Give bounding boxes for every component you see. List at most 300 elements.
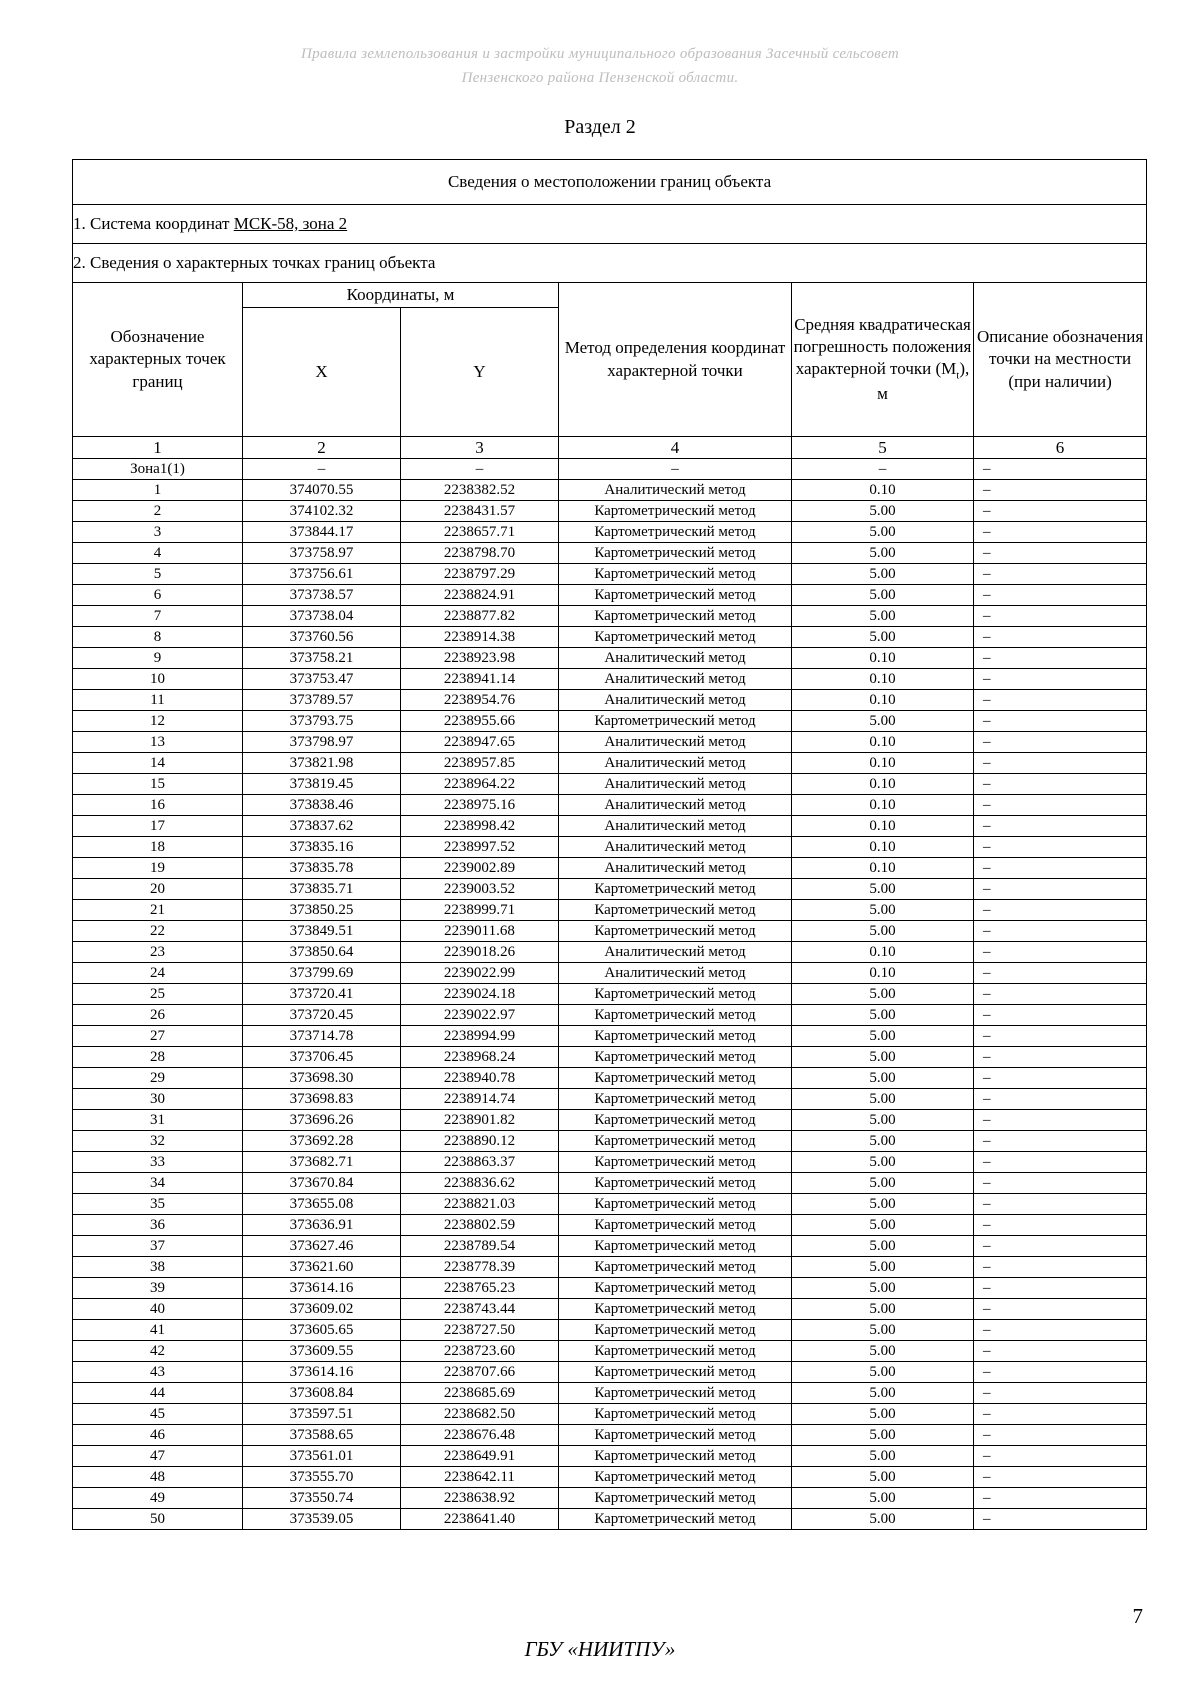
cell-coord-y: 2238994.99 bbox=[401, 1026, 559, 1047]
cell-coord-x: 373706.45 bbox=[243, 1047, 401, 1068]
cell-coord-y: 2238957.85 bbox=[401, 753, 559, 774]
col-number-2: 2 bbox=[243, 437, 401, 459]
cell-point-id: 44 bbox=[73, 1383, 243, 1404]
cell-error: 5.00 bbox=[792, 1320, 974, 1341]
cell-method: Аналитический метод bbox=[559, 690, 792, 711]
cell-coord-x: 373698.83 bbox=[243, 1089, 401, 1110]
cell-desc: – bbox=[974, 1089, 1147, 1110]
cell-point-id: 22 bbox=[73, 921, 243, 942]
cell-error: 0.10 bbox=[792, 837, 974, 858]
page-number: 7 bbox=[1132, 1604, 1143, 1628]
cell-error: 5.00 bbox=[792, 1509, 974, 1530]
table-title: Сведения о местоположении границ объекта bbox=[73, 160, 1147, 205]
cell-error: 0.10 bbox=[792, 858, 974, 879]
table-row bbox=[73, 753, 1147, 774]
cell-point-id: 43 bbox=[73, 1362, 243, 1383]
table-row bbox=[73, 627, 1147, 648]
cell-coord-x: 373821.98 bbox=[243, 753, 401, 774]
cell-desc: – bbox=[974, 1362, 1147, 1383]
cell-coord-y: 2238707.66 bbox=[401, 1362, 559, 1383]
header-error: Средняя квадратическая погрешность положения характерной точки $(M_t)$, м bbox=[792, 283, 974, 437]
cell-coord-x: 373799.69 bbox=[243, 963, 401, 984]
cell-method: Картометрический метод bbox=[559, 1362, 792, 1383]
cell-desc: – bbox=[974, 1257, 1147, 1278]
cell-desc: – bbox=[974, 732, 1147, 753]
cell-error: 5.00 bbox=[792, 1110, 974, 1131]
table-row bbox=[73, 606, 1147, 627]
cell-point-id: 50 bbox=[73, 1509, 243, 1530]
cell-error: 0.10 bbox=[792, 963, 974, 984]
table-row bbox=[73, 1173, 1147, 1194]
cell-coord-x: 373758.21 bbox=[243, 648, 401, 669]
cell-coord-x: 373539.05 bbox=[243, 1509, 401, 1530]
cell-error: 5.00 bbox=[792, 1257, 974, 1278]
cell-desc: – bbox=[974, 1152, 1147, 1173]
table-row bbox=[73, 1299, 1147, 1320]
cell-error: 0.10 bbox=[792, 753, 974, 774]
cell-point-id: 15 bbox=[73, 774, 243, 795]
cell-method: Картометрический метод bbox=[559, 501, 792, 522]
cell-method: Картометрический метод bbox=[559, 1047, 792, 1068]
cell-desc: – bbox=[974, 522, 1147, 543]
cell-desc: – bbox=[974, 1404, 1147, 1425]
cell-coord-y: 2238964.22 bbox=[401, 774, 559, 795]
cell-coord-y: 2238723.60 bbox=[401, 1341, 559, 1362]
cell-coord-x: 373714.78 bbox=[243, 1026, 401, 1047]
cell-coord-y: 2238642.11 bbox=[401, 1467, 559, 1488]
cell-point-id: 45 bbox=[73, 1404, 243, 1425]
cell-coord-y: 2238682.50 bbox=[401, 1404, 559, 1425]
cell-coord-y: 2238890.12 bbox=[401, 1131, 559, 1152]
cell-error: 5.00 bbox=[792, 984, 974, 1005]
cell-coord-y: 2238975.16 bbox=[401, 795, 559, 816]
cell-error: 0.10 bbox=[792, 480, 974, 501]
cell-point-id: 6 bbox=[73, 585, 243, 606]
cell-method: Картометрический метод bbox=[559, 1215, 792, 1236]
cell-point-id: 19 bbox=[73, 858, 243, 879]
cell-coord-y: 2238947.65 bbox=[401, 732, 559, 753]
cell-method: Картометрический метод bbox=[559, 1467, 792, 1488]
table-row bbox=[73, 1110, 1147, 1131]
coordinate-system-prefix: 1. Система координат bbox=[73, 214, 234, 233]
cell-coord-y: 2238797.29 bbox=[401, 564, 559, 585]
table-row bbox=[73, 963, 1147, 984]
cell-desc: – bbox=[974, 1509, 1147, 1530]
cell-error: 5.00 bbox=[792, 1446, 974, 1467]
cell-method: Аналитический метод bbox=[559, 669, 792, 690]
cell-coord-x: 373692.28 bbox=[243, 1131, 401, 1152]
cell-error: 0.10 bbox=[792, 795, 974, 816]
cell-method: Картометрический метод bbox=[559, 1341, 792, 1362]
cell-point-id: 13 bbox=[73, 732, 243, 753]
cell-point-id: 32 bbox=[73, 1131, 243, 1152]
cell-desc: – bbox=[974, 1488, 1147, 1509]
cell-coord-x: 373605.65 bbox=[243, 1320, 401, 1341]
cell-point-id: 34 bbox=[73, 1173, 243, 1194]
cell-error: 0.10 bbox=[792, 648, 974, 669]
cell-error: 5.00 bbox=[792, 711, 974, 732]
cell-error: 5.00 bbox=[792, 900, 974, 921]
table-row bbox=[73, 459, 1147, 480]
cell-point-id: 16 bbox=[73, 795, 243, 816]
table-row bbox=[73, 1488, 1147, 1509]
cell-error: 5.00 bbox=[792, 564, 974, 585]
cell-coord-x: 373738.04 bbox=[243, 606, 401, 627]
cell-point-id: 11 bbox=[73, 690, 243, 711]
cell-method: Картометрический метод bbox=[559, 522, 792, 543]
cell-coord-x: 373670.84 bbox=[243, 1173, 401, 1194]
cell-method: Картометрический метод bbox=[559, 879, 792, 900]
cell-error: 0.10 bbox=[792, 732, 974, 753]
cell-coord-y: 2238431.57 bbox=[401, 501, 559, 522]
table-row bbox=[73, 1467, 1147, 1488]
cell-error: – bbox=[792, 459, 974, 480]
cell-error: 5.00 bbox=[792, 1194, 974, 1215]
cell-coord-x: 373720.41 bbox=[243, 984, 401, 1005]
cell-method: Картометрический метод bbox=[559, 1320, 792, 1341]
table-row bbox=[73, 1446, 1147, 1467]
cell-desc: – bbox=[974, 1131, 1147, 1152]
cell-point-id: 46 bbox=[73, 1425, 243, 1446]
table-row bbox=[73, 480, 1147, 501]
cell-coord-x: 373655.08 bbox=[243, 1194, 401, 1215]
table-row bbox=[73, 1047, 1147, 1068]
cell-error: 5.00 bbox=[792, 606, 974, 627]
table-row bbox=[73, 816, 1147, 837]
table-row bbox=[73, 1194, 1147, 1215]
cell-coord-x: 373760.56 bbox=[243, 627, 401, 648]
cell-error: 5.00 bbox=[792, 1278, 974, 1299]
cell-desc: – bbox=[974, 963, 1147, 984]
cell-point-id: 9 bbox=[73, 648, 243, 669]
cell-coord-x: 373588.65 bbox=[243, 1425, 401, 1446]
cell-coord-y: 2238954.76 bbox=[401, 690, 559, 711]
cell-coord-x: 373850.25 bbox=[243, 900, 401, 921]
cell-error: 5.00 bbox=[792, 1047, 974, 1068]
cell-method: Картометрический метод bbox=[559, 1257, 792, 1278]
cell-point-id: 23 bbox=[73, 942, 243, 963]
cell-coord-x: 374102.32 bbox=[243, 501, 401, 522]
cell-desc: – bbox=[974, 480, 1147, 501]
cell-desc: – bbox=[974, 795, 1147, 816]
cell-coord-y: 2238877.82 bbox=[401, 606, 559, 627]
table-row bbox=[73, 1089, 1147, 1110]
cell-coord-y: 2238940.78 bbox=[401, 1068, 559, 1089]
cell-desc: – bbox=[974, 942, 1147, 963]
cell-method: Картометрический метод bbox=[559, 1236, 792, 1257]
cell-coord-y: 2239002.89 bbox=[401, 858, 559, 879]
cell-coord-y: 2238638.92 bbox=[401, 1488, 559, 1509]
cell-coord-x: 373636.91 bbox=[243, 1215, 401, 1236]
cell-coord-x: 373738.57 bbox=[243, 585, 401, 606]
cell-method: Картометрический метод bbox=[559, 1425, 792, 1446]
cell-coord-y: 2238676.48 bbox=[401, 1425, 559, 1446]
cell-coord-x: 373844.17 bbox=[243, 522, 401, 543]
cell-method: Картометрический метод bbox=[559, 1026, 792, 1047]
cell-point-id: 4 bbox=[73, 543, 243, 564]
cell-coord-y: 2238382.52 bbox=[401, 480, 559, 501]
cell-coord-y: 2239003.52 bbox=[401, 879, 559, 900]
cell-point-id: 5 bbox=[73, 564, 243, 585]
cell-coord-y: 2238968.24 bbox=[401, 1047, 559, 1068]
cell-method: Картометрический метод bbox=[559, 606, 792, 627]
cell-coord-x: 373627.46 bbox=[243, 1236, 401, 1257]
cell-coord-y: 2239011.68 bbox=[401, 921, 559, 942]
cell-method: Аналитический метод bbox=[559, 837, 792, 858]
table-row bbox=[73, 1026, 1147, 1047]
table-row bbox=[73, 900, 1147, 921]
col-number-6: 6 bbox=[974, 437, 1147, 459]
cell-desc: – bbox=[974, 984, 1147, 1005]
table-row bbox=[73, 669, 1147, 690]
cell-coord-y: 2238798.70 bbox=[401, 543, 559, 564]
table-row bbox=[73, 1383, 1147, 1404]
cell-error: 5.00 bbox=[792, 1089, 974, 1110]
cell-desc: – bbox=[974, 816, 1147, 837]
col-number-3: 3 bbox=[401, 437, 559, 459]
cell-coord-y: 2238743.44 bbox=[401, 1299, 559, 1320]
cell-error: 5.00 bbox=[792, 879, 974, 900]
cell-desc: – bbox=[974, 1278, 1147, 1299]
cell-method: Картометрический метод bbox=[559, 1404, 792, 1425]
cell-method: Картометрический метод bbox=[559, 1278, 792, 1299]
cell-coord-y: 2238765.23 bbox=[401, 1278, 559, 1299]
cell-coord-x: 373614.16 bbox=[243, 1278, 401, 1299]
table-row bbox=[73, 942, 1147, 963]
cell-coord-x: 373608.84 bbox=[243, 1383, 401, 1404]
cell-error: 5.00 bbox=[792, 1026, 974, 1047]
cell-desc: – bbox=[974, 459, 1147, 480]
cell-error: 0.10 bbox=[792, 774, 974, 795]
cell-coord-x: 373758.97 bbox=[243, 543, 401, 564]
cell-desc: – bbox=[974, 669, 1147, 690]
cell-coord-y: 2238802.59 bbox=[401, 1215, 559, 1236]
cell-method: Картометрический метод bbox=[559, 1110, 792, 1131]
table-row bbox=[73, 1320, 1147, 1341]
cell-error: 5.00 bbox=[792, 1488, 974, 1509]
cell-coord-x: 373609.55 bbox=[243, 1341, 401, 1362]
cell-coord-y: 2238863.37 bbox=[401, 1152, 559, 1173]
cell-coord-x: 373789.57 bbox=[243, 690, 401, 711]
cell-error: 5.00 bbox=[792, 585, 974, 606]
cell-method: Картометрический метод bbox=[559, 1446, 792, 1467]
cell-error: 5.00 bbox=[792, 1299, 974, 1320]
cell-coord-x: 373819.45 bbox=[243, 774, 401, 795]
cell-coord-y: 2238641.40 bbox=[401, 1509, 559, 1530]
cell-desc: – bbox=[974, 921, 1147, 942]
cell-coord-x: 374070.55 bbox=[243, 480, 401, 501]
cell-coord-y: – bbox=[401, 459, 559, 480]
table-row bbox=[73, 501, 1147, 522]
cell-point-id: 29 bbox=[73, 1068, 243, 1089]
cell-point-id: 41 bbox=[73, 1320, 243, 1341]
cell-error: 5.00 bbox=[792, 543, 974, 564]
cell-method: Картометрический метод bbox=[559, 1509, 792, 1530]
header-description: Описание обозначения точки на местности (при наличии) bbox=[974, 283, 1147, 437]
cell-coord-x: 373555.70 bbox=[243, 1467, 401, 1488]
cell-method: Картометрический метод bbox=[559, 1089, 792, 1110]
cell-coord-y: 2238955.66 bbox=[401, 711, 559, 732]
table-row bbox=[73, 1425, 1147, 1446]
cell-coord-x: 373597.51 bbox=[243, 1404, 401, 1425]
section-title: Раздел 2 bbox=[564, 116, 636, 138]
cell-coord-x: 373798.97 bbox=[243, 732, 401, 753]
cell-desc: – bbox=[974, 1383, 1147, 1404]
cell-point-id: 14 bbox=[73, 753, 243, 774]
cell-point-id: 37 bbox=[73, 1236, 243, 1257]
cell-method: Картометрический метод bbox=[559, 984, 792, 1005]
cell-coord-y: 2238824.91 bbox=[401, 585, 559, 606]
table-row bbox=[73, 1236, 1147, 1257]
cell-error: 5.00 bbox=[792, 1404, 974, 1425]
cell-point-id: 31 bbox=[73, 1110, 243, 1131]
cell-desc: – bbox=[974, 1047, 1147, 1068]
cell-coord-x: 373837.62 bbox=[243, 816, 401, 837]
cell-coord-y: 2238778.39 bbox=[401, 1257, 559, 1278]
cell-error: 5.00 bbox=[792, 1005, 974, 1026]
boundary-table bbox=[72, 159, 1147, 1530]
cell-coord-x: 373621.60 bbox=[243, 1257, 401, 1278]
table-row bbox=[73, 921, 1147, 942]
cell-coord-y: 2238901.82 bbox=[401, 1110, 559, 1131]
cell-desc: – bbox=[974, 900, 1147, 921]
cell-point-id: 26 bbox=[73, 1005, 243, 1026]
cell-point-id: 47 bbox=[73, 1446, 243, 1467]
cell-coord-y: 2238657.71 bbox=[401, 522, 559, 543]
table-row bbox=[73, 1362, 1147, 1383]
cell-error: 5.00 bbox=[792, 1152, 974, 1173]
cell-coord-x: 373561.01 bbox=[243, 1446, 401, 1467]
cell-error: 5.00 bbox=[792, 1173, 974, 1194]
cell-point-id: 18 bbox=[73, 837, 243, 858]
table-row bbox=[73, 1257, 1147, 1278]
header-y: Y bbox=[401, 308, 559, 437]
cell-coord-y: 2238821.03 bbox=[401, 1194, 559, 1215]
cell-coord-x: 373793.75 bbox=[243, 711, 401, 732]
cell-error: 5.00 bbox=[792, 1341, 974, 1362]
cell-error: 5.00 bbox=[792, 1068, 974, 1089]
cell-point-id: 3 bbox=[73, 522, 243, 543]
cell-coord-y: 2239024.18 bbox=[401, 984, 559, 1005]
cell-method: Картометрический метод bbox=[559, 1194, 792, 1215]
cell-desc: – bbox=[974, 1026, 1147, 1047]
cell-point-id: 38 bbox=[73, 1257, 243, 1278]
table-row bbox=[73, 858, 1147, 879]
cell-point-id: 42 bbox=[73, 1341, 243, 1362]
cell-method: Аналитический метод bbox=[559, 648, 792, 669]
cell-coord-x: 373756.61 bbox=[243, 564, 401, 585]
cell-desc: – bbox=[974, 1215, 1147, 1236]
table-row bbox=[73, 984, 1147, 1005]
table-row bbox=[73, 837, 1147, 858]
table-row bbox=[73, 1005, 1147, 1026]
cell-desc: – bbox=[974, 690, 1147, 711]
cell-desc: – bbox=[974, 858, 1147, 879]
table-row bbox=[73, 585, 1147, 606]
cell-desc: – bbox=[974, 1194, 1147, 1215]
cell-method: Картометрический метод bbox=[559, 627, 792, 648]
table-row bbox=[73, 1215, 1147, 1236]
cell-coord-y: 2238727.50 bbox=[401, 1320, 559, 1341]
cell-coord-x: 373720.45 bbox=[243, 1005, 401, 1026]
footer-organization: ГБУ «НИИТПУ» bbox=[524, 1637, 676, 1661]
cell-error: 5.00 bbox=[792, 921, 974, 942]
table-row bbox=[73, 564, 1147, 585]
cell-point-id: 21 bbox=[73, 900, 243, 921]
cell-desc: – bbox=[974, 1320, 1147, 1341]
table-row bbox=[73, 1068, 1147, 1089]
cell-method: Картометрический метод bbox=[559, 711, 792, 732]
coordinate-system-value: МСК-58, зона 2 bbox=[233, 214, 348, 233]
cell-coord-y: 2238836.62 bbox=[401, 1173, 559, 1194]
cell-desc: – bbox=[974, 1341, 1147, 1362]
cell-desc: – bbox=[974, 501, 1147, 522]
cell-desc: – bbox=[974, 648, 1147, 669]
cell-coord-x: – bbox=[243, 459, 401, 480]
table-row bbox=[73, 795, 1147, 816]
cell-error: 0.10 bbox=[792, 942, 974, 963]
cell-method: Картометрический метод bbox=[559, 1005, 792, 1026]
cell-point-id: 7 bbox=[73, 606, 243, 627]
cell-method: Картометрический метод bbox=[559, 1068, 792, 1089]
cell-point-id: 30 bbox=[73, 1089, 243, 1110]
cell-error: 5.00 bbox=[792, 1383, 974, 1404]
cell-coord-x: 373838.46 bbox=[243, 795, 401, 816]
col-number-5: 5 bbox=[792, 437, 974, 459]
cell-error: 0.10 bbox=[792, 816, 974, 837]
cell-method: Аналитический метод bbox=[559, 774, 792, 795]
cell-point-id: 20 bbox=[73, 879, 243, 900]
cell-desc: – bbox=[974, 606, 1147, 627]
cell-method: Картометрический метод bbox=[559, 1131, 792, 1152]
cell-point-id: 25 bbox=[73, 984, 243, 1005]
cell-method: Картометрический метод bbox=[559, 1383, 792, 1404]
table-row bbox=[73, 774, 1147, 795]
cell-point-id: 24 bbox=[73, 963, 243, 984]
cell-desc: – bbox=[974, 1446, 1147, 1467]
cell-method: Картометрический метод bbox=[559, 1488, 792, 1509]
cell-coord-y: 2238914.38 bbox=[401, 627, 559, 648]
cell-method: Картометрический метод bbox=[559, 564, 792, 585]
cell-error: 5.00 bbox=[792, 501, 974, 522]
cell-desc: – bbox=[974, 1299, 1147, 1320]
cell-method: Картометрический метод bbox=[559, 921, 792, 942]
cell-method: Аналитический метод bbox=[559, 942, 792, 963]
table-body bbox=[73, 459, 1147, 1530]
cell-error: 0.10 bbox=[792, 669, 974, 690]
cell-method: Аналитический метод bbox=[559, 858, 792, 879]
cell-method: Аналитический метод bbox=[559, 480, 792, 501]
cell-coord-x: 373696.26 bbox=[243, 1110, 401, 1131]
cell-method: Картометрический метод bbox=[559, 1299, 792, 1320]
cell-point-id: 36 bbox=[73, 1215, 243, 1236]
cell-desc: – bbox=[974, 879, 1147, 900]
table-row bbox=[73, 1509, 1147, 1530]
cell-coord-x: 373835.16 bbox=[243, 837, 401, 858]
cell-method: Картометрический метод bbox=[559, 585, 792, 606]
cell-point-id: 1 bbox=[73, 480, 243, 501]
cell-coord-y: 2238789.54 bbox=[401, 1236, 559, 1257]
cell-error: 5.00 bbox=[792, 1131, 974, 1152]
cell-point-id: 8 bbox=[73, 627, 243, 648]
cell-method: Картометрический метод bbox=[559, 1173, 792, 1194]
cell-error: 5.00 bbox=[792, 1215, 974, 1236]
cell-error: 5.00 bbox=[792, 1467, 974, 1488]
cell-desc: – bbox=[974, 753, 1147, 774]
col-number-4: 4 bbox=[559, 437, 792, 459]
table-row bbox=[73, 1404, 1147, 1425]
table-row bbox=[73, 1341, 1147, 1362]
